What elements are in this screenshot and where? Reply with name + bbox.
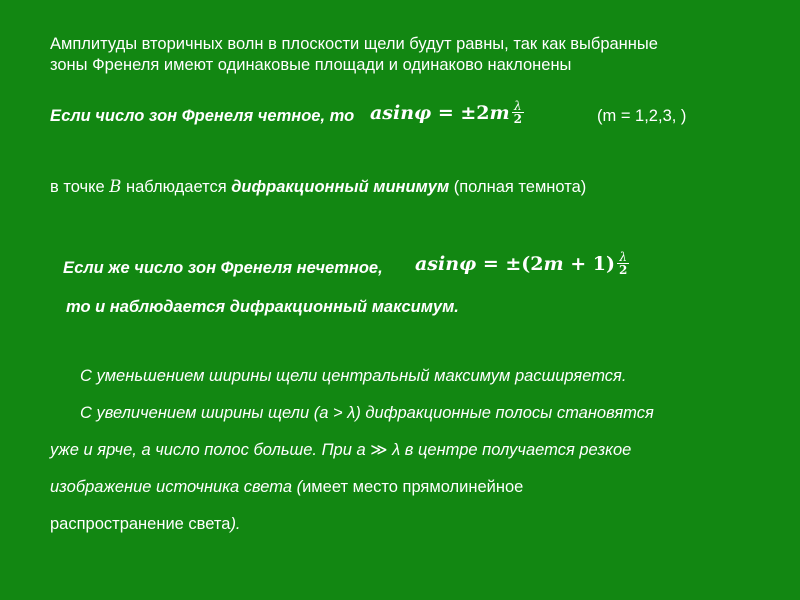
even-rule-range: (m = 1,2,3, ) — [597, 107, 687, 125]
intro-line-2: зоны Френеля имеют одинаковые площади и одинаково наклонены — [50, 56, 572, 74]
paragraph-line-5-italic: ). — [230, 515, 241, 533]
even-frac-denominator: 2 — [513, 111, 522, 126]
odd-rule-label: Если же число зон Френеля нечетное, — [63, 259, 383, 277]
paragraph-line-5-upright: распространение света — [50, 515, 231, 533]
minimum-line — [50, 177, 586, 197]
odd-rule-formula — [415, 249, 629, 279]
paragraph-line-3: уже и ярче, а число полос больше. При a ≫ λ в центре получается резкое — [50, 441, 632, 459]
odd-frac-denominator: 2 — [618, 262, 628, 277]
paragraph-line-4 — [50, 469, 740, 506]
paragraph-line-4-italic: изображение источника света ( — [50, 478, 303, 496]
even-rule-formula — [370, 98, 524, 128]
minimum-middle: наблюдается — [121, 178, 232, 196]
paragraph-line-2-text: С увеличением ширины щели (a > λ) дифракционные полосы становятся — [80, 404, 654, 422]
paragraph-line-2 — [50, 395, 740, 432]
odd-formula-rest: + 1) — [563, 253, 615, 275]
minimum-prefix: в точке — [50, 178, 110, 196]
odd-frac-numerator: λ — [619, 249, 627, 264]
even-rule-label: Если число зон Френеля четное, то — [50, 107, 355, 125]
paragraph-line-1-text: С уменьшением ширины щели центральный максимум расширяется. — [80, 367, 627, 385]
odd-formula-eq: = ±(2 — [476, 253, 544, 275]
even-formula-m: m — [489, 102, 510, 124]
odd-rule-conclusion: то и наблюдается дифракционный максимум. — [66, 298, 459, 316]
explanation-paragraph — [50, 358, 740, 543]
minimum-point: B — [109, 177, 122, 196]
odd-formula-lhs: asinφ — [415, 253, 477, 275]
paragraph-line-5 — [50, 506, 740, 543]
intro-line-1: Амплитуды вторичных волн в плоскости щели будут равны, так как выбранные — [50, 35, 658, 53]
odd-formula-m: m — [543, 253, 564, 275]
even-formula-eq: = ±2 — [431, 102, 490, 124]
minimum-bold-term: дифракционный минимум — [231, 178, 450, 196]
minimum-suffix: (полная темнота) — [449, 178, 587, 196]
even-frac-numerator: λ — [514, 98, 522, 113]
even-formula-lhs: asinφ — [370, 102, 432, 124]
odd-formula-fraction — [617, 251, 629, 276]
paragraph-line-4-upright: имеет место прямолинейное — [302, 478, 524, 496]
paragraph-line-1 — [50, 358, 740, 395]
even-formula-fraction — [512, 100, 524, 125]
